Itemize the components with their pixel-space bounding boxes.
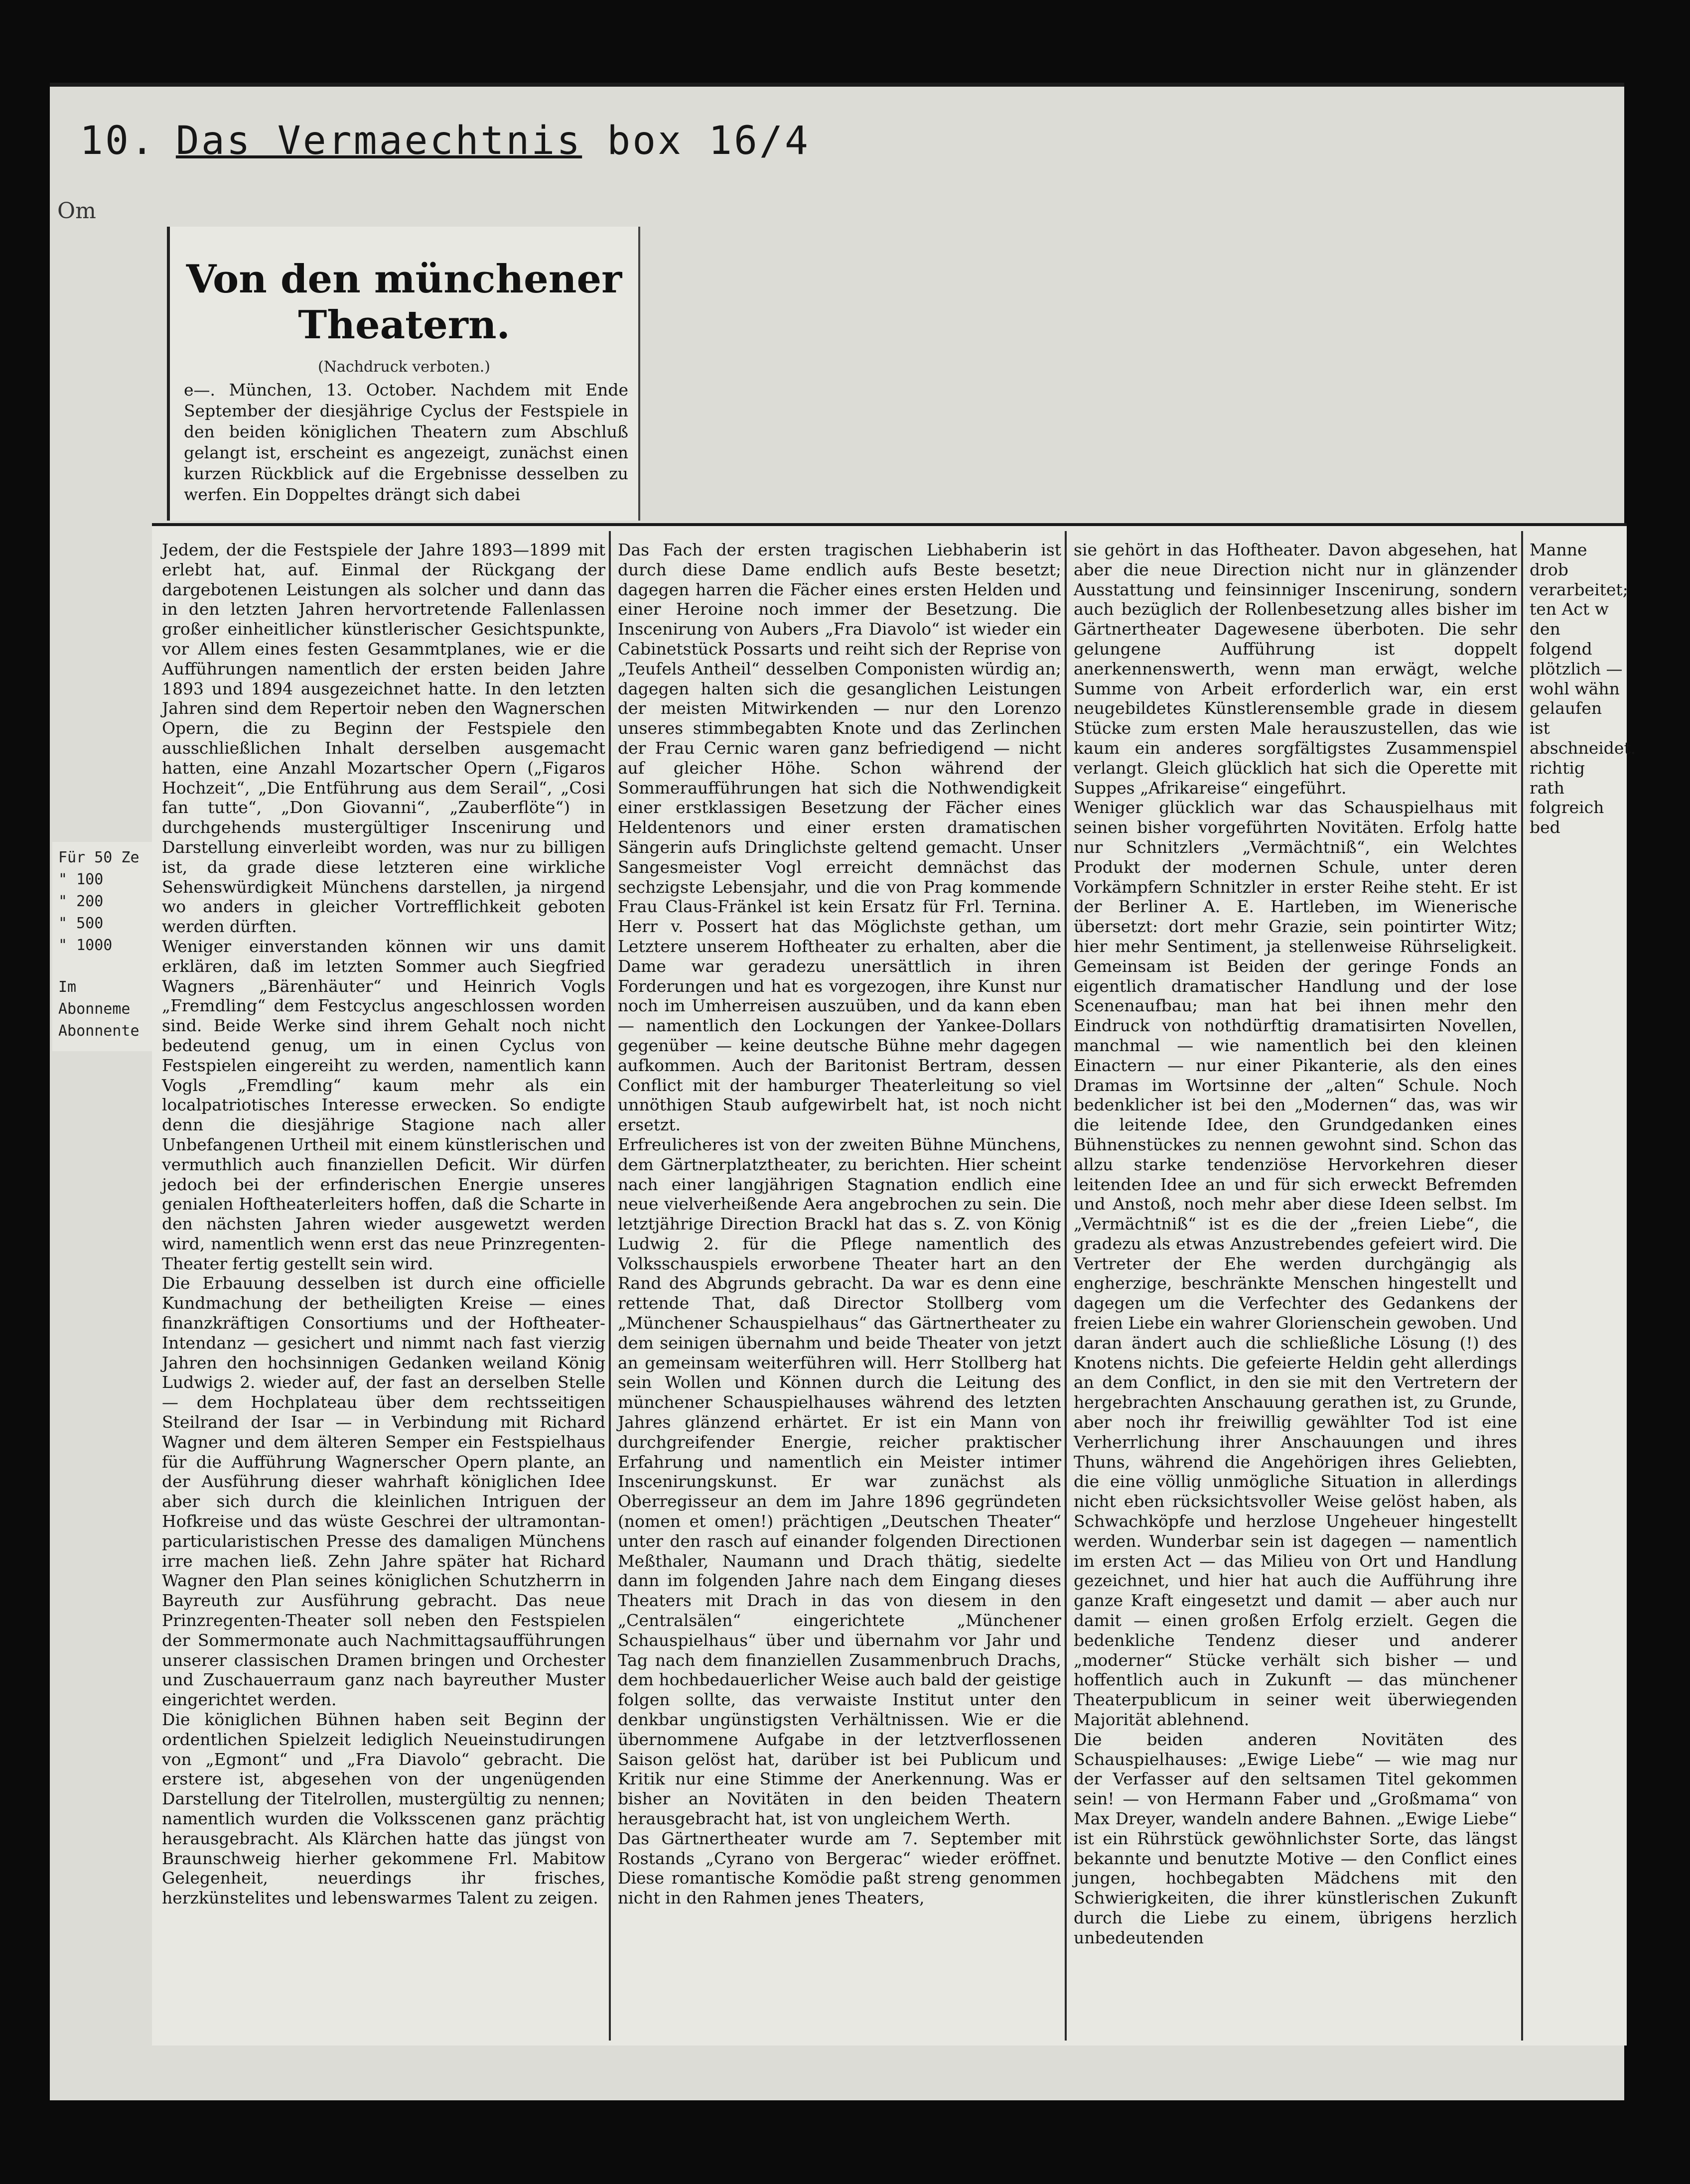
header-box: box 16/4	[607, 119, 810, 163]
paragraph: Die Erbauung desselben ist durch eine officielle Kundmachung der betheiligten Kreise — eines finanzkräftigen Consortiums und der Hoftheater-Intendanz — gesichert und nimmt nach fast vierzig Jahren den hochsinnigen Gedanken weiland König Ludwigs 2. wieder auf, der fast an derselben Stelle — dem Hochplateau über dem rechtsseitigen Steilrand der Isar — in Verbindung mit Richard Wagner und dem älteren Semper ein Festspielhaus für die Aufführung Wagnerscher Opern plante, an der Ausführung dieser wahrhaft königlichen Idee aber sich durch die kleinlichen Intriguen der Hofkreise und das wüste Geschrei der ultramontan-particularistischen Presse des damaligen Münchens irre machen ließ. Zehn Jahre später hat Richard Wagner den Plan seines königlichen Schutzherrn in Bayreuth zur Ausführung gebracht. Das neue Prinzregenten-Theater soll neben den Festspielen der Sommermonate auch Nachmittagsaufführungen unserer classischen Dramen bringen und Orchester und Zuschauerraum ganz nach bayreuther Muster eingerichtet werden.	[162, 1273, 605, 1710]
price-row: " 100	[58, 871, 104, 888]
paragraph: Jedem, der die Festspiele der Jahre 1893—1899 mit erlebt hat, auf. Einmal der Rückgang der dargebotenen Leistungen als solcher und dann das in den letzten Jahren hervortretende Fallenlassen großer einheitlicher künstlerischer Gesichtspunkte, vor Allem eines festen Gesammtplanes, wie er die Aufführungen namentlich der ersten beiden Jahre 1893 und 1894 ausgezeichnet hatte. In den letzten Jahren sind dem Repertoir neben den Wagnerschen Opern, die zu Beginn der Festspiele den ausschließlichen Inhalt derselben ausgemacht hatten, eine Anzahl Mozartscher Opern („Figaros Hochzeit“, „Die Entführung aus dem Serail“, „Cosi fan tutte“, „Don Giovanni“, „Zauberflöte“) in durchgehends mustergültiger Inscenirung und Darstellung einverleibt worden, was nur zu billigen ist, da grade diese letzteren eine wirkliche Sehenswürdigkeit Münchens darstellen, ja nirgend wo anders in gleicher Vortrefflichkeit geboten werden dürften.	[162, 540, 605, 937]
copyright-note: (Nachdruck verboten.)	[317, 358, 491, 376]
price-row: Für 50 Ze	[58, 849, 140, 866]
price-row: " 500	[58, 915, 104, 932]
title-line-2: Theatern.	[298, 302, 510, 348]
price-row: Abonneme	[58, 1000, 131, 1018]
paragraph: Das Gärtnertheater wurde am 7. September mit Rostands „Cyrano von Bergerac“ wieder eröffnet. Diese romantische Komödie paßt streng genommen nicht in den Rahmen jenes Theaters,	[618, 1828, 1061, 1908]
price-row: " 200	[58, 893, 104, 910]
text-column-3	[1074, 540, 1517, 2030]
price-row: " 1000	[58, 937, 113, 954]
article-title	[170, 257, 638, 348]
paragraph: Weniger glücklich war das Schauspielhaus mit seinen bisher vorgeführten Novitäten. Erfolg hatte nur Schnitzlers „Vermächtniß“, ein Welchtes Produkt der modernen Schule, unter deren Vorkämpfern Schnitzler in erster Reihe steht. Er ist der Berliner A. E. Hartleben, im Wienerische übersetzt: dort mehr Grazie, sein pointirter Witz; hier mehr Sentiment, ja stellenweise Rührseligkeit. Gemeinsam ist Beiden der geringe Fonds an eigentlich dramatischer Handlung und der lose Scenenaufbau; man hat bei ihnen mehr den Eindruck von nothdürftig dramatisirten Novellen, manchmal — wie namentlich bei den kleinen Einactern — nur einer Pikanterie, als den eines Dramas im Wortsinne der „alten“ Schule. Noch bedenklicher ist bei den „Modernen“ das, was wir die leitende Idee, den Grundgedanken eines Bühnenstückes zu nennen gewohnt sind. Schon das allzu starke tendenziöse Hervorkehren dieser leitenden Idee an und für sich erweckt Befremden und Anstoß, noch mehr aber diese Ideen selbst. Im „Vermächtniß“ ist es die der „freien Liebe“, die gradezu als etwas Anzustrebendes gefeiert wird. Die Vertreter der Ehe werden durchgängig als engherzige, beschränkte Menschen hingestellt und dagegen um die Verfechter des Gedankens der freien Liebe ein wahrer Glorienschein gewoben. Und daran ändert auch die schließliche Lösung (!) des Knotens nichts. Die gefeierte Heldin geht allerdings an dem Conflict, in den sie mit den Vertretern der hergebrachten Anschauung gerathen ist, zu Grunde, aber noch ihr freiwillig gewählter Tod ist eine Verherrlichung ihrer Anschauungen und ihres Thuns, während die Angehörigen ihres Geliebten, die eine völlig unmögliche Situation in allerdings nicht eben rücksichtsvoller Weise gelöst haben, als Schwachköpfe und herzlose Ungeheuer hingestellt werden. Wunderbar sein ist dagegen — namentlich im ersten Act — das Milieu von Ort und Handlung gezeichnet, und hier hat auch die Aufführung ihre ganze Kraft eingesetzt und damit — aber auch nur damit — einen großen Erfolg erzielt. Gegen die bedenkliche Tendenz dieser und anderer „moderner“ Stücke verhält sich bisher — und hoffentlich auch in Zukunft — das münchener Theaterpublicum in seiner weit überwiegenden Majorität ablehnend.	[1074, 798, 1517, 1730]
header-number: 10.	[80, 119, 156, 163]
archive-header	[80, 119, 810, 163]
cropped-line: folgreich bed	[1530, 798, 1604, 837]
cropped-line: ten Act w	[1530, 599, 1609, 619]
paragraph: Die königlichen Bühnen haben seit Beginn der ordentlichen Spielzeit lediglich Neueinstudirungen von „Egmont“ und „Fra Diavolo“ gebracht. Die erstere ist, abgesehen von der ungenügenden Darstellung der Titelrollen, mustergültig zu nennen; namentlich wurden die Volksscenen ganz prächtig herausgebracht. Als Klärchen hatte das jüngst von Braunschweig hierher gekommene Frl. Mabitow Gelegenheit, neuerdings ihr frisches, herzkünstelites und lebenswarmes Talent zu zeigen.	[162, 1710, 605, 1908]
paragraph: Das Fach der ersten tragischen Liebhaberin ist durch diese Dame endlich aufs Beste besetzt; dagegen harren die Fächer eines ersten Helden und einer Heroine noch immer der Besetzung. Die Inscenirung von Aubers „Fra Diavolo“ ist wieder ein Cabinetstück Possarts und reiht sich der Reprise von „Teufels Antheil“ desselben Componisten würdig an; dagegen halten sich die gesanglichen Leistungen der meisten Mitwirkenden — nur den Lorenzo unseres stimmbegabten Knote und das Zerlinchen der Frau Cernic waren ganz befriedigend — nicht auf gleicher Höhe. Schon während der Sommeraufführungen hat sich die Nothwendigkeit einer erstklassigen Besetzung der Fächer eines Heldentenors und einer ersten dramatischen Sängerin aufs Dringlichste geltend gemacht. Unser Sangesmeister Vogl erreicht demnächst das sechzigste Lebensjahr, und die von Prag kommende Frau Claus-Fränkel ist kein Ersatz für Frl. Ternina. Herr v. Possert hat das Möglichste gethan, um Letztere unserem Hoftheater zu erhalten, aber die Dame war geradezu unersättlich in ihren Forderungen und hat es vorgezogen, ihre Kunst nur noch im Umherreisen auszuüben, und da kann eben — namentlich den Lockungen der Yankee-Dollars gegenüber — keine deutsche Bühne mehr dagegen aufkommen. Auch der Baritonist Bertram, dessen Conflict mit der hamburger Theaterleitung so viel unnöthigen Staub aufgewirbelt hat, ist noch nicht ersetzt.	[618, 540, 1061, 1135]
paragraph: sie gehört in das Hoftheater. Davon abgesehen, hat aber die neue Direction nicht nur in glänzender Ausstattung und feinsinniger Inscenirung, sondern auch bezüglich der Rollenbesetzung alles bisher im Gärtnertheater Dagewesene überboten. Die sehr gelungene Aufführung ist doppelt anerkennenswerth, wenn man erwägt, welche Summe von Arbeit erforderlich war, ein erst neugebildetes Künstlerensemble grade in diesem Stücke zum ersten Male herauszustellen, das wie kaum ein anderes sorgfältigstes Zusammenspiel verlangt. Gleich glücklich hat sich die Operette mit Suppes „Afrikareise“ eingeführt.	[1074, 540, 1517, 798]
cropped-line: verarbeitet;	[1530, 579, 1628, 599]
column-rule	[1065, 531, 1067, 2041]
text-column-1	[162, 540, 605, 2030]
article-heading-clipping	[167, 227, 640, 521]
cropped-line: den folgend	[1530, 619, 1592, 659]
paragraph: Die beiden anderen Novitäten des Schauspielhauses: „Ewige Liebe“ — wie mag nur der Verfasser auf den seltsamen Titel gekommen sein! — von Hermann Faber und „Großmama“ von Max Dreyer, wandeln andere Bahnen. „Ewige Liebe“ ist ein Rührstück gewöhnlichster Sorte, das längst bekannte und benutzte Motive — den Conflict eines jungen, hochbegabten Mädchens mit den Schwierigkeiten, die ihrer künstlerischen Zukunft durch die Liebe zu einem, übrigens herzlich unbedeutenden	[1074, 1729, 1517, 1947]
price-row: Abonnente	[58, 1022, 140, 1040]
article-lead: e—. München, 13. October. Nachdem mit Ende September der diesjährige Cyclus der Festspiele in den beiden königlichen Theatern zum Abschluß gelangt ist, erscheint es angezeigt, zunächst einen kurzen Rückblick auf die Ergebnisse desselben zu werfen. Ein Doppeltes drängt sich dabei	[184, 380, 628, 504]
text-column-4-cropped	[1530, 540, 1636, 2030]
cropped-line: Manne drob	[1530, 540, 1587, 579]
cropped-line: abschneidet.	[1530, 738, 1636, 758]
price-row: Im	[58, 978, 77, 996]
text-column-2	[618, 540, 1061, 2030]
edge-mark: Om	[57, 198, 96, 224]
price-table-fragment	[52, 842, 154, 1051]
column-rule	[609, 531, 611, 2041]
column-rule	[1521, 531, 1523, 2041]
cropped-line: wohl wähn	[1530, 679, 1620, 698]
paragraph: Erfreulicheres ist von der zweiten Bühne Münchens, dem Gärtnerplatztheater, zu berichten. Hier scheint nach einer langjährigen Stagnation endlich eine neue vielverheißende Aera angebrochen zu sein. Die letztjährige Direction Brackl hat das s. Z. von König Ludwig 2. für die Pflege namentlich des Volksschauspiels erworbene Theater hart an den Rand des Abgrunds gebracht. Da war es denn eine rettende That, daß Director Stollberg vom „Münchener Schauspielhaus“ das Gärtnertheater zu dem seinigen übernahm und beide Theater von jetzt an gemeinsam weiterführen will. Herr Stollberg hat sein Wollen und Können durch die Leitung des münchener Schauspielhauses während des letzten Jahres glänzend erhärtet. Er ist ein Mann von durchgreifender Energie, reicher praktischer Erfahrung und namentlich ein Meister intimer Inscenirungskunst. Er war zunächst als Oberregisseur an dem im Jahre 1896 gegründeten (nomen et omen!) prächtigen „Deutschen Theater“ unter den rasch auf einander folgenden Directionen Meßthaler, Naumann und Drach thätig, siedelte dann im folgenden Jahre nach dem Eingang dieses Theaters mit Drach in das von diesem in den „Centralsälen“ eingerichtete „Münchener Schauspielhaus“ über und übernahm vor Jahr und Tag nach dem finanziellen Zusammenbruch Drachs, dem hochbedauerlicher Weise auch bald der geistige folgen sollte, das verwaiste Institut unter den denkbar ungünstigsten Verhältnissen. Wie er die übernommene Aufgabe in der letztverflossenen Saison gelöst hat, darüber ist bei Publicum und Kritik nur eine Stimme der Anerkennung. Was er bisher an Novitäten in den beiden Theatern herausgebracht hat, ist von ungleichem Werth.	[618, 1134, 1061, 1828]
paragraph: Weniger einverstanden können wir uns damit erklären, daß im letzten Sommer auch Siegfried Wagners „Bärenhäuter“ und Heinrich Vogls „Fremdling“ dem Festcyclus angeschlossen worden sind. Beide Werke sind ihrem Gehalt noch nicht bedeutend genug, um in einen Cyclus von Festspielen eingereiht zu werden, namentlich kann Vogls „Fremdling“ kaum mehr als ein localpatriotisches Interesse erwecken. So endigte denn die diesjährige Stagione nach aller Unbefangenen Urtheil mit einem künstlerischen und vermuthlich auch finanziellen Deficit. Wir dürfen jedoch bei der erfinderischen Energie unseres genialen Hoftheaterleiters hoffen, daß die Scharte in den nächsten Jahren wieder ausgewetzt werden wird, namentlich wenn erst das neue Prinzregenten-Theater fertig gestellt sein wird.	[162, 936, 605, 1273]
header-title: Das Vermaechtnis	[175, 119, 582, 163]
title-line-1: Von den münchener	[186, 257, 622, 302]
article-body-clipping	[152, 523, 1636, 2046]
cropped-line: gelaufen ist	[1530, 698, 1602, 738]
sheet-top-edge	[50, 83, 1624, 87]
cropped-line: richtig rath	[1530, 758, 1585, 798]
cropped-line: plötzlich —	[1530, 659, 1623, 679]
